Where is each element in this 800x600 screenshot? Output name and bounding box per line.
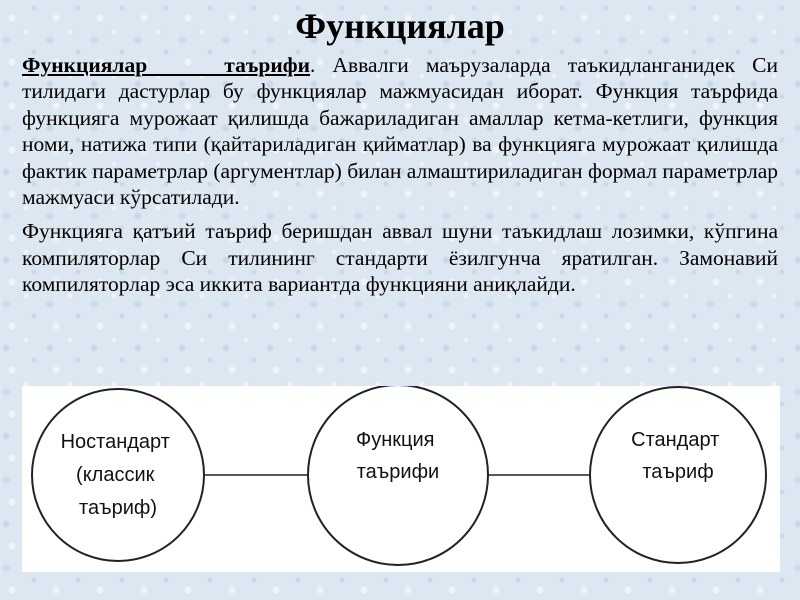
text-block bbox=[22, 52, 778, 298]
node-nonstandard-line-1: Ностандарт bbox=[60, 431, 170, 453]
definition-text: Аввалги маърузаларда таъкидланганидек Си тилидаги дастурлар бу функциялар мажмуасидан иборат. Функция таърфида функцияга мурожаат қилишда бажариладиган амаллар кетма-кетлиги, функция номи, натижа типи (қайтариладиган қийматлар) ва функцияга мурожаат қилишда фактик параметрлар (аргументлар) билан алмаштириладиган формал параметрлар мажмуаси кўрсатилади. bbox=[22, 53, 778, 210]
node-function-line-2: таърифи bbox=[356, 461, 440, 483]
definition-heading: Функциялар таърифи bbox=[22, 53, 310, 77]
definition-heading-period: . bbox=[309, 53, 316, 77]
slide-title: Функциялар bbox=[295, 6, 505, 46]
compilers-paragraph: Функцияга қатъий таъриф беришдан аввал шуни таъкидлаш лозимки, кўпгина компиляторлар Си тилининг стандарти ёзилгунча яратилган. Замонавий компиляторлар эса иккита вариантда функцияни аниқлайди. bbox=[22, 219, 778, 297]
node-standard-line-1: Стандарт bbox=[631, 429, 720, 451]
node-nonstandard-line-3: таъриф) bbox=[79, 497, 157, 519]
node-standard-line-2: таъриф bbox=[642, 461, 714, 483]
node-function-line-1: Функция bbox=[355, 429, 435, 451]
function-definition-diagram bbox=[22, 386, 780, 572]
node-nonstandard-line-2: (классик bbox=[76, 464, 155, 486]
definition-paragraph bbox=[22, 52, 778, 210]
